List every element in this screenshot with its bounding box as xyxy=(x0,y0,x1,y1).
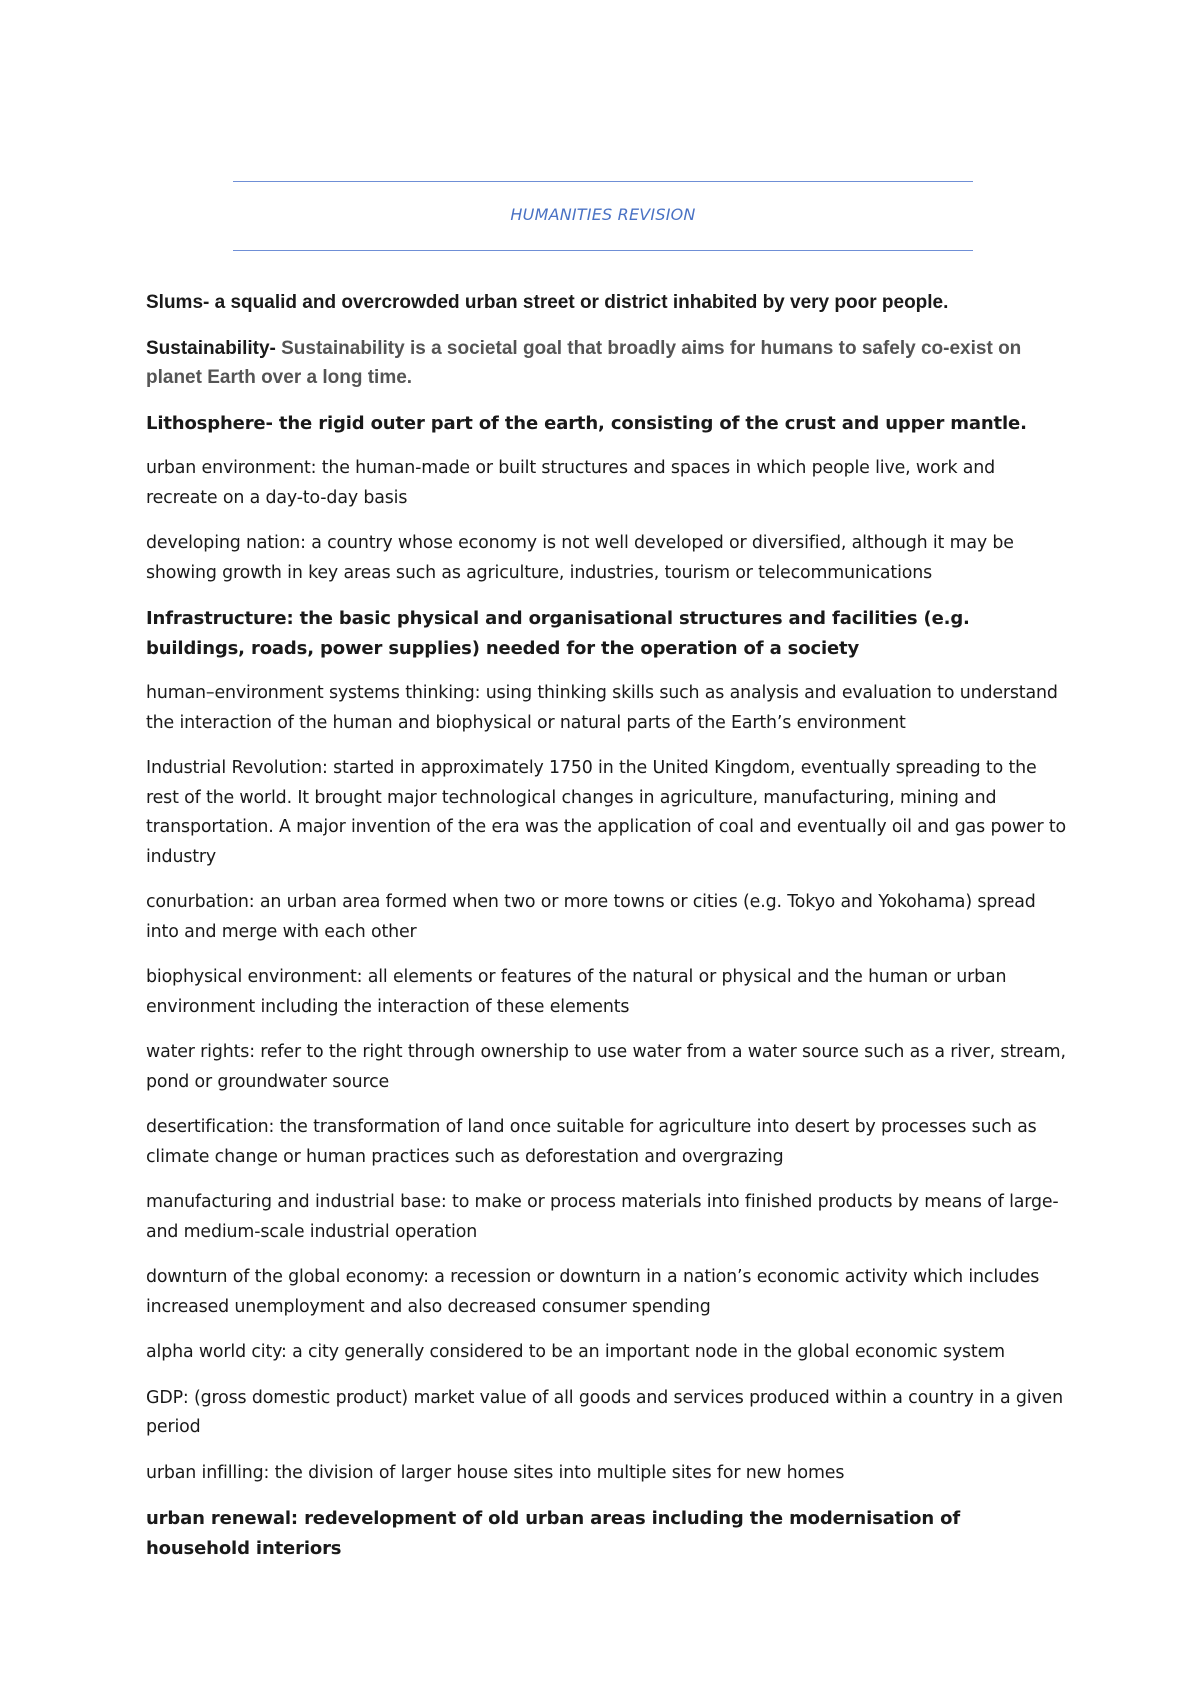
entry-sustainability xyxy=(146,334,1066,393)
header-bottom-rule xyxy=(233,250,973,251)
entry-urban-renewal: urban renewal: redevelopment of old urban areas including the modernisation of household interiors xyxy=(146,1508,961,1559)
entry-industrial-revolution: Industrial Revolution: started in approximately 1750 in the United Kingdom, eventually spreading to the rest of the world. It brought major technological changes in agriculture, manufacturing, mining and transportation. A major invention of the era was the application of coal and eventually oil and gas power to industry xyxy=(146,758,1066,867)
entry-definition: the rigid outer part of the earth, consisting of the crust and upper mantle. xyxy=(272,412,1027,434)
header-title: HUMANITIES REVISION xyxy=(510,205,696,224)
entry-term: Slums- xyxy=(146,292,210,313)
entry-alpha-world-city: alpha world city: a city generally considered to be an important node in the global economic system xyxy=(146,1342,1005,1362)
entry-definition: Sustainability is a societal goal that broadly aims for humans to safely co-exist on planet Earth over a long time. xyxy=(146,337,1022,388)
entry-urban-infilling: urban infilling: the division of larger house sites into multiple sites for new homes xyxy=(146,1462,845,1483)
entry-water-rights: water rights: refer to the right through ownership to use water from a water source such as a river, stream, pond or groundwater source xyxy=(146,1042,1066,1092)
document-body xyxy=(146,288,1066,1579)
entry-infrastructure: Infrastructure: the basic physical and organisational structures and facilities (e.g. buildings, roads, power supplies) needed for the operation of a society xyxy=(146,608,970,659)
entry-term: Lithosphere- xyxy=(146,412,273,434)
entry-gdp: GDP: (gross domestic product) market value of all goods and services produced within a country in a given period xyxy=(146,1387,1063,1437)
entry-urban-environment: urban environment: the human-made or built structures and spaces in which people live, work and recreate on a day-to-day basis xyxy=(146,458,996,508)
entry-human-environment-systems-thinking: human–environment systems thinking: using thinking skills such as analysis and evaluation to understand the interaction of the human and biophysical or natural parts of the Earth’s environment xyxy=(146,683,1058,733)
entry-term: Sustainability- xyxy=(146,337,276,359)
entry-biophysical-environment: biophysical environment: all elements or features of the natural or physical and the human or urban environment including the interaction of these elements xyxy=(146,967,1007,1017)
entry-downturn-global-economy: downturn of the global economy: a recession or downturn in a nation’s economic activity which includes increased unemployment and also decreased consumer spending xyxy=(146,1267,1040,1317)
entry-definition: a squalid and overcrowded urban street or district inhabited by very poor people. xyxy=(209,292,949,313)
header-top-rule xyxy=(233,181,973,182)
entry-manufacturing-industrial-base: manufacturing and industrial base: to make or process materials into finished products by means of large- and medium-scale industrial operation xyxy=(146,1192,1059,1242)
entry-slums xyxy=(146,288,1066,318)
entry-lithosphere xyxy=(146,409,1066,439)
entry-desertification: desertification: the transformation of land once suitable for agriculture into desert by processes such as climate change or human practices such as deforestation and overgrazing xyxy=(146,1117,1037,1167)
entry-conurbation: conurbation: an urban area formed when two or more towns or cities (e.g. Tokyo and Yokohama) spread into and merge with each other xyxy=(146,892,1036,942)
entry-developing-nation: developing nation: a country whose economy is not well developed or diversified, although it may be showing growth in key areas such as agriculture, industries, tourism or telecommunications xyxy=(146,533,1014,583)
